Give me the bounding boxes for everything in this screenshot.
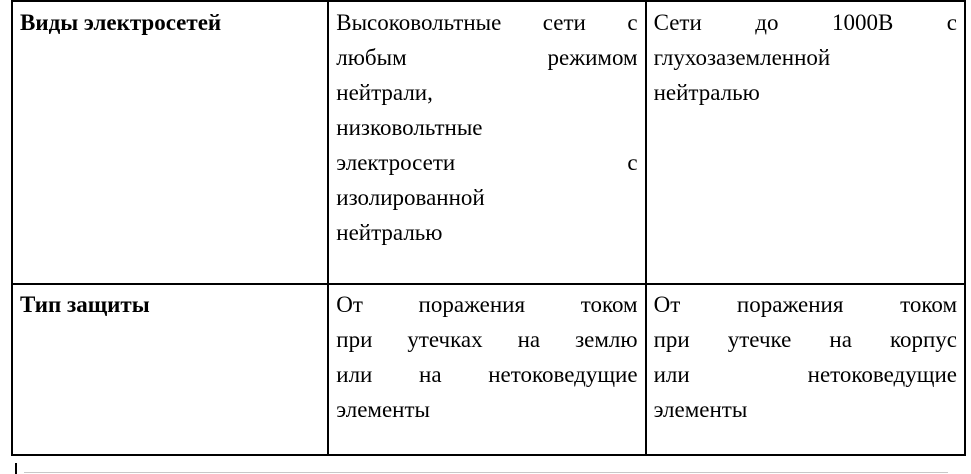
cell-line: Высоковольтные сети с — [336, 10, 638, 35]
cell-line: электросети с — [336, 150, 638, 175]
cell-line: любым режимом — [336, 45, 638, 70]
cell-line: Сети до 1000В с — [653, 10, 957, 35]
cell-line: нейтрали, — [336, 80, 433, 105]
table-cell-low-voltage — [646, 1, 965, 284]
cell-line: От поражения током — [653, 292, 957, 317]
table-cell-protection-ground — [328, 284, 645, 455]
cell-line: элементы — [653, 397, 748, 422]
row-header-cell — [12, 1, 328, 284]
cell-line: или нетоковедущие — [653, 362, 957, 387]
cell-line: нейтралью — [653, 80, 760, 105]
cell-line: От поражения током — [336, 292, 638, 317]
cell-line: нейтралью — [336, 220, 443, 245]
comparison-table — [11, 0, 966, 456]
cell-line: при утечках на землю — [336, 327, 638, 352]
row-header-network-types: Виды электросетей — [20, 10, 222, 35]
table-row-protection-type — [12, 284, 965, 455]
cell-line: изолированной — [336, 185, 485, 210]
cell-line: глухозаземленной — [653, 45, 831, 70]
cell-line: элементы — [336, 397, 430, 422]
table-row-network-types — [12, 1, 965, 284]
text-cursor[interactable] — [15, 463, 17, 474]
row-header-cell — [12, 284, 328, 455]
page-bottom-rule — [24, 472, 948, 473]
cell-line: при утечке на корпус — [653, 327, 957, 352]
cell-line: низковольтные — [336, 115, 483, 140]
cell-line: или на нетоковедущие — [336, 362, 638, 387]
table-cell-protection-body — [646, 284, 965, 455]
row-header-protection-type: Тип защиты — [20, 292, 150, 317]
table-cell-high-voltage — [328, 1, 645, 284]
